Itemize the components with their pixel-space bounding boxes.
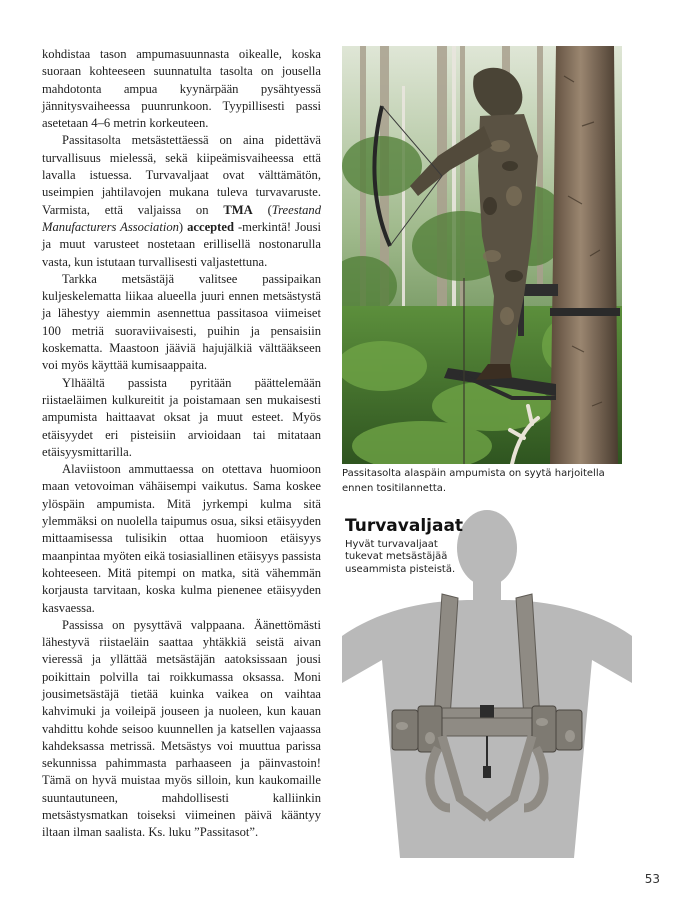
paragraph-5: Alaviistoon ammuttaessa on otettava huomioon maan vetovoiman vähäisempi vaikutus. Sama koskee ylöspäin ampumista. Mitä jyrkempi kulma sitä ylemmäksi on nuolella taipumus osua, siksi etäisyyden mittaamisessa tulisikin ottaa huomioon etäisyys maanpintaa myöten eikä tosiasiallinen etäisyys passista kohteeseen. Mitä pitempi on matka, sitä vähemmän korjausta tarvitaan, koska kulma pienenee etäisyyden kasvaessa. xyxy=(42,462,321,615)
tma-term: TMA xyxy=(223,202,253,217)
tma-full-name: Treestand Manufacturers Association xyxy=(42,202,321,234)
harness-description: Hyvät turvavaljaat tukevat metsästäjää useammista pisteistä. xyxy=(345,539,456,575)
paragraph-6: Passissa on pysyttävä valppaana. Äänettömästi lähestyvä riistaeläin saattaa yhtäkkiä seistä aivan vieressä ja yllättää metsästäjän aatoksissaan jousi poikittain polvilla tai roikkumassa oksassa. Moni jousimetsästäjä tietää kuinka vaikea on vaihtaa kahvimuki ja voileipä jouseen ja nuoleen, kun kauan vahdittu kohde seisoo kuunnellen ja katsellen vajaassa kahdeksassa metrissä. Metsästys voi muuttua parissa sekunnissa pahimmasta parhaaseen ja päinvastoin! Tämä on hyvä muistaa myös silloin, kun kaukomaille suuntautuneen, mahdollisesti kalliinkin metsästysmatkan toiseksi viimeinen päivä kääntyy iltaan ilman saalista. Ks. luku ”Passitasot”. xyxy=(42,617,321,840)
photo-caption: Passitasolta alaspäin ampumista on syytä harjoitella ennen tositilannetta. xyxy=(342,468,605,494)
body-text-column xyxy=(42,46,321,842)
paragraph-2: Passitasolta metsästettäessä on aina pidettävä turvallisuus mielessä, sekä kiipeämisvaiheessa että lavalla istuessa. Turvavaljaat ovat välttämätön, useimpien jahtilavojen mukana tuleva turvavaruste. Varmista, että valjaissa on TMA (Treestand Manufacturers Association) accepted -merkintä! Jousi ja muut varusteet nostetaan erillisellä nostonarulla vasta, kun istutaan turvallisesti valjastettuna. xyxy=(42,133,321,269)
harness-title: Turvavaljaat xyxy=(345,516,464,536)
page-number: 53 xyxy=(644,872,660,886)
paragraph-1: kohdistaa tason ampumasuunnasta oikealle, koska suoraan kohteeseen suunnatulta tasolta on jousella mahdotonta ampua kyynärpään pysähtyessä jännitysvaiheessa puunrunkoon. Tyypillisesti passi asetetaan 4–6 metrin korkeuteen. xyxy=(42,47,321,131)
accepted-term: accepted xyxy=(187,219,234,234)
treestand-hunter-photo xyxy=(342,46,622,464)
paragraph-4: Ylhäältä passista pyritään päättelemään riistaeläimen kulkureitit ja poistamaan sen mukaisesti ampumista haittaavat oksat ja muut esteet. Myös etäisyydet eri pisteisiin arvioidaan tai mitataan etäisyysmittarilla. xyxy=(42,375,321,459)
paragraph-3: Tarkka metsästäjä valitsee passipaikan kuljeskelematta liikaa alueella juuri ennen metsästystä ja lähestyy aiemmin asennettua passitasoa viimeiset 100 metriä suoraviivaisesti, puihin ja pensaisiin koskematta. Maastoon jääviä hajujälkiä välttääkseen voi myös käyttää kumisaappaita. xyxy=(42,271,321,373)
